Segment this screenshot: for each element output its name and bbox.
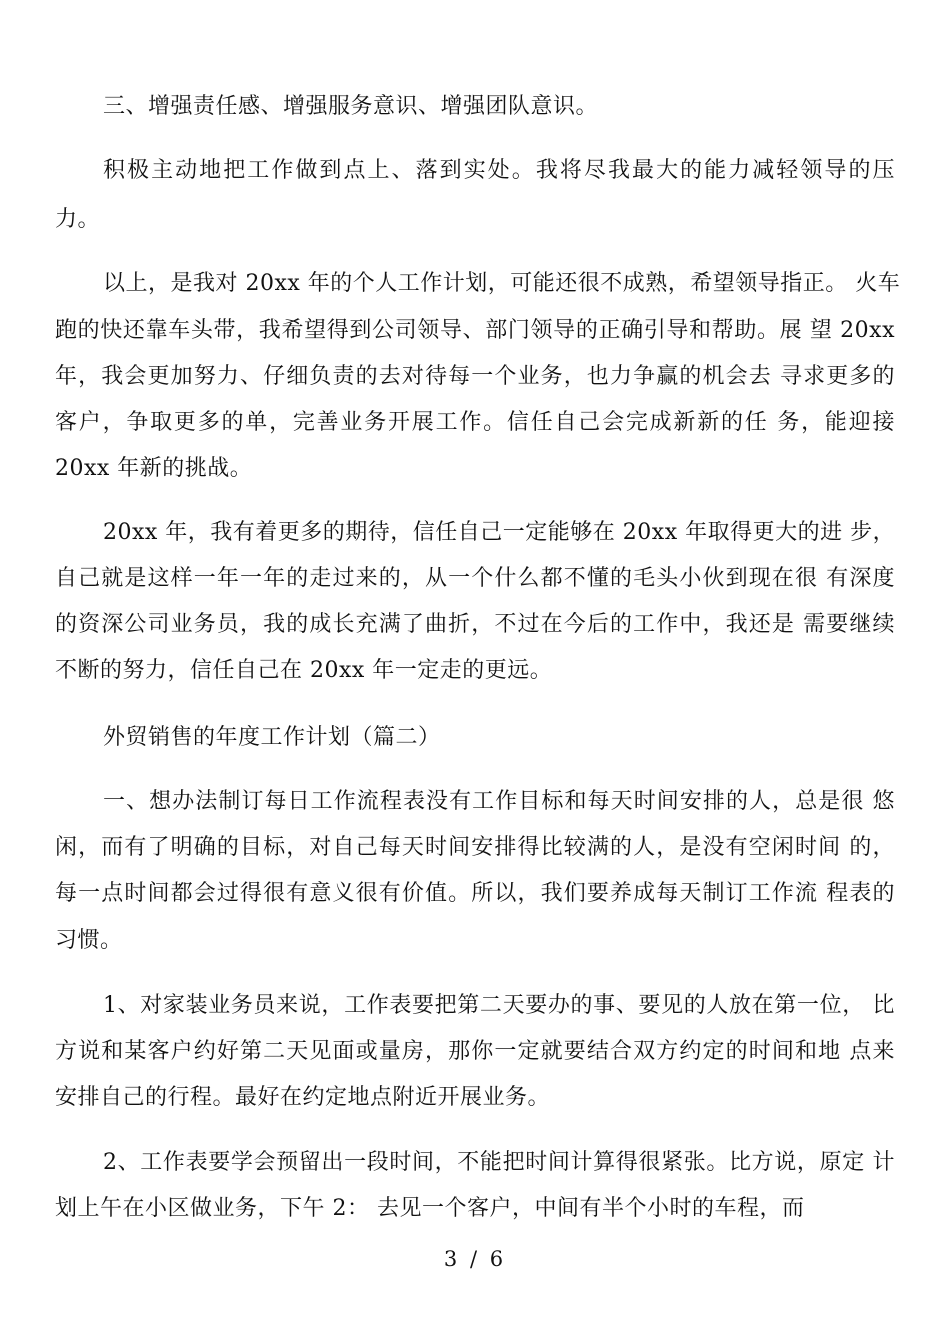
paragraph-line: 年，我会更加努力、仔细负责的去对待每一个业务，也力争赢的机会去 寻求更多的: [55, 364, 895, 389]
paragraph-line: 闲，而有了明确的目标，对自己每天时间安排得比较满的人，是没有空闲时间 的，: [55, 835, 895, 860]
paragraph-line: 20xx 年，我有着更多的期待，信任自己一定能够在 20xx 年取得更大的进 步，: [103, 520, 896, 545]
paragraph-line: 以上，是我对 20xx 年的个人工作计划，可能还很不成熟，希望领导指正。 火车: [103, 271, 901, 296]
paragraph-line: 跑的快还靠车头带，我希望得到公司领导、部门领导的正确引导和帮助。展 望 20xx: [55, 318, 895, 343]
page-number: 3 / 6: [443, 1247, 507, 1271]
paragraph-line: 客户，争取更多的单，完善业务开展工作。信任自己会完成新新的任 务，能迎接: [55, 410, 895, 435]
paragraph-line: 不断的努力，信任自己在 20xx 年一定走的更远。: [55, 658, 553, 683]
paragraph-line: 每一点时间都会过得很有意义很有价值。所以，我们要养成每天制订工作流 程表的: [55, 881, 895, 906]
paragraph-line: 安排自己的行程。最好在约定地点附近开展业务。: [55, 1085, 551, 1110]
paragraph-line: 方说和某客户约好第二天见面或量房，那你一定就要结合双方约定的时间和地 点来: [55, 1039, 895, 1064]
paragraph-line: 三、增强责任感、增强服务意识、增强团队意识。: [103, 94, 599, 119]
paragraph-line: 积极主动地把工作做到点上、落到实处。我将尽我最大的能力减轻领导的压: [103, 158, 895, 183]
paragraph-line: 一、想办法制订每日工作流程表没有工作目标和每天时间安排的人，总是很 悠: [103, 789, 895, 814]
paragraph-line: 习惯。: [55, 928, 123, 953]
section-heading: 外贸销售的年度工作计划（篇二）: [103, 725, 441, 750]
paragraph-line: 自己就是这样一年一年的走过来的，从一个什么都不懂的毛头小伙到现在很 有深度: [55, 566, 895, 591]
paragraph-line: 划上午在小区做业务，下午 2： 去见一个客户，中间有半个小时的车程，而: [55, 1196, 805, 1221]
paragraph-line: 力。: [55, 207, 101, 232]
paragraph-line: 1、对家装业务员来说，工作表要把第二天要办的事、要见的人放在第一位， 比: [103, 993, 895, 1018]
paragraph-line: 20xx 年新的挑战。: [55, 456, 253, 481]
paragraph-line: 的资深公司业务员，我的成长充满了曲折，不过在今后的工作中，我还是 需要继续: [55, 612, 895, 637]
paragraph-line: 2、工作表要学会预留出一段时间，不能把时间计算得很紧张。比方说，原定 计: [103, 1150, 895, 1175]
